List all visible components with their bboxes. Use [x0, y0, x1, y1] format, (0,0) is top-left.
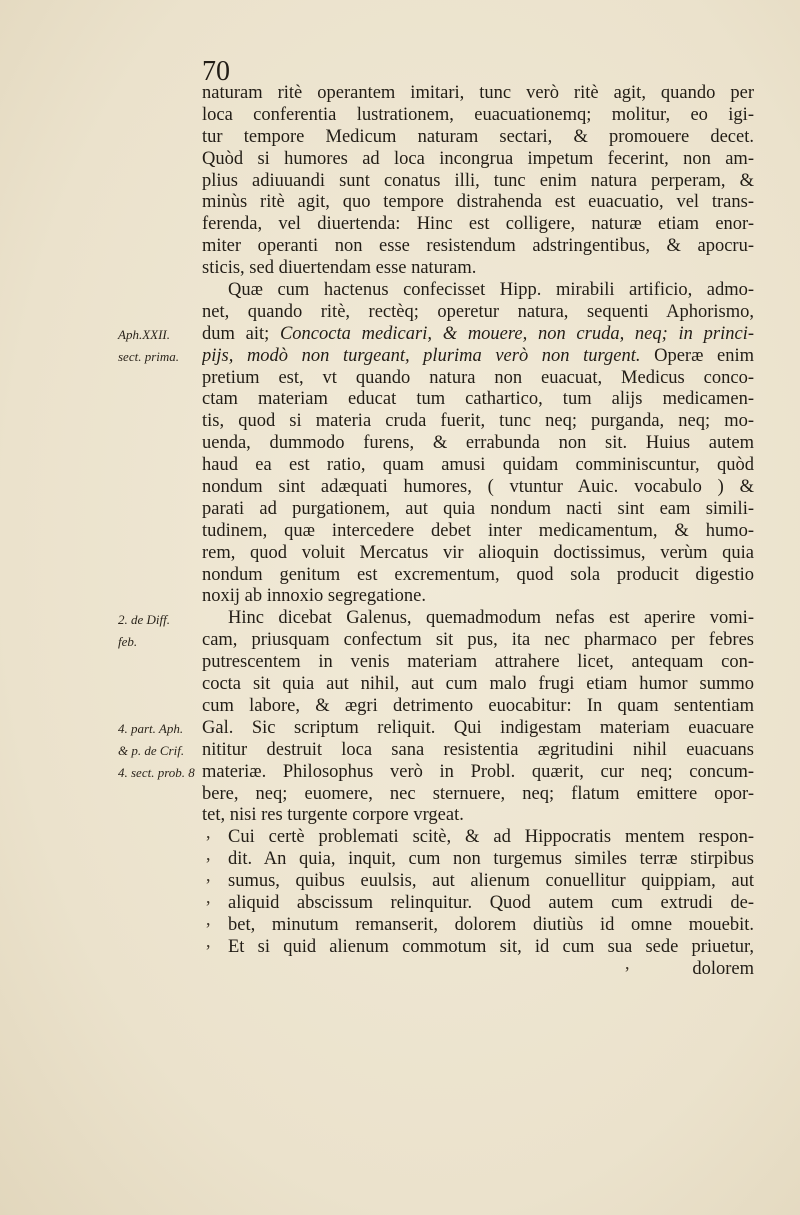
line-text: Gal. Sic scriptum reliquit. Qui indigestam materiam euacuare	[202, 717, 754, 738]
quote-mark: ,	[625, 953, 630, 973]
text-line	[202, 871, 754, 893]
text-line	[202, 127, 754, 149]
text-line	[202, 849, 754, 871]
line-text: haud ea est ratio, quam amusi quidam comminiscuntur, quòd	[202, 455, 754, 476]
text-line	[202, 762, 754, 784]
text-line	[202, 214, 754, 236]
line-text: aliquid abscissum relinquitur. Quod autem cum extrudi de-	[228, 892, 754, 913]
line-text: sticis, sed diuertendam esse naturam.	[202, 258, 477, 279]
line-text: Quòd si humores ad loca incongrua impetum fecerint, non am-	[202, 148, 754, 169]
line-text: noxij ab innoxio segregatione.	[202, 586, 427, 607]
line-text: nititur destruit loca sana resistentia ægritudini nihil euacuans	[202, 739, 754, 760]
text-line	[202, 455, 754, 477]
text-line	[202, 411, 754, 433]
text-line	[202, 893, 754, 915]
line-text: tudinem, quæ intercedere debet inter medicamentum, & humo-	[202, 520, 754, 541]
quote-mark: ,	[206, 887, 211, 908]
text-line	[202, 192, 754, 214]
page-number: 70	[202, 56, 230, 87]
margin-note: 4. sect. prob. 8	[118, 764, 195, 780]
text-line	[202, 236, 754, 258]
text-line	[202, 83, 754, 105]
margin-note: Aph.XXII.	[118, 326, 170, 342]
line-text: bere, neq; euomere, nec sternuere, neq; flatum emittere opor-	[202, 783, 754, 804]
text-line	[202, 937, 754, 959]
quote-mark: ,	[206, 843, 211, 864]
text-line	[202, 171, 754, 193]
line-text: ctam materiam educat tum cathartico, tum alijs medicamen-	[202, 389, 754, 410]
line-text: materiæ. Philosophus verò in Probl. quærit, cur neq; concum-	[202, 761, 754, 782]
line-text: tis, quod si materia cruda fuerit, tunc neq; purganda, neq; mo-	[202, 411, 754, 432]
quote-mark: ,	[206, 821, 211, 842]
quote-mark: ,	[206, 909, 211, 930]
line-text: plius adiuuandi sunt conatus illi, tunc enim natura perperam, &	[202, 170, 754, 191]
text-line	[202, 543, 754, 565]
line-text: Cui certè problemati scitè, & ad Hippocratis mentem respon-	[228, 827, 754, 848]
text-line	[202, 433, 754, 455]
line-text: tet, nisi res turgente corpore vrgeat.	[202, 805, 464, 826]
line-text: uenda, dummodo furens, & errabunda non sit. Huius autem	[202, 433, 754, 454]
text-line	[202, 608, 754, 630]
italic-quote: Concocta medicari, & mouere, non cruda, neq; in princi-	[279, 323, 754, 344]
line-text: Operæ enim	[640, 345, 754, 366]
line-text: sumus, quibus euulsis, aut alienum conuellitur quippiam, aut	[228, 871, 754, 892]
line-text: Quæ cum hactenus confecisset Hipp. mirabili artificio, admo-	[228, 280, 754, 301]
line-text: Hinc dicebat Galenus, quemadmodum nefas est aperire vomi-	[228, 608, 754, 629]
text-line	[202, 280, 754, 302]
text-line	[202, 718, 754, 740]
text-line	[202, 499, 754, 521]
text-line	[202, 149, 754, 171]
line-text: dolorem	[692, 958, 754, 979]
line-text: dit. An quia, inquit, cum non turgemus similes terræ stirpibus	[228, 849, 754, 870]
line-text: cam, priusquam confectum sit pus, ita nec pharmaco per febres	[202, 630, 754, 651]
text-line	[202, 959, 754, 981]
text-line	[202, 674, 754, 696]
line-text: minùs ritè agit, quo tempore distrahenda est euacuatio, vel trans-	[202, 192, 754, 213]
line-text: loca conferentia lustrationem, euacuationemq; molitur, eo igi-	[202, 104, 754, 125]
line-text: nondum genitum est excrementum, quod sola producit digestio	[202, 564, 754, 585]
text-line	[202, 302, 754, 324]
body-text	[202, 83, 754, 981]
text-line	[202, 105, 754, 127]
text-line	[202, 805, 754, 827]
text-line	[202, 477, 754, 499]
line-text: rem, quod voluit Mercatus vir alioquin doctissimus, verùm quia	[202, 542, 754, 563]
margin-note: sect. prima.	[118, 348, 180, 364]
line-text: cum labore, & ægri detrimento euocabitur: In quam sententiam	[202, 695, 754, 716]
text-line	[202, 915, 754, 937]
margin-note: 4. part. Aph.	[118, 721, 184, 737]
text-line	[202, 258, 754, 280]
margin-note: & p. de Crif.	[118, 743, 185, 758]
text-line	[202, 784, 754, 806]
text-line	[202, 652, 754, 674]
line-text: net, quando ritè, rectèq; operetur natura, sequenti Aphorismo,	[202, 301, 754, 322]
margin-note: feb.	[118, 633, 138, 649]
line-text: Et si quid alienum commotum sit, id cum sua sede priuetur,	[228, 936, 754, 957]
text-line	[202, 521, 754, 543]
line-text: miter operanti non esse resistendum adstringentibus, & apocru-	[202, 236, 754, 257]
text-line	[202, 368, 754, 390]
line-text: naturam ritè operantem imitari, tunc verò ritè agit, quando per	[202, 83, 754, 103]
text-line	[202, 389, 754, 411]
line-text: cocta sit quia aut nihil, aut cum malo frugi etiam humor summo	[202, 674, 754, 695]
text-line	[202, 565, 754, 587]
text-line	[202, 740, 754, 762]
margin-note: 2. de Diff.	[118, 611, 170, 627]
quote-mark: ,	[206, 865, 211, 886]
line-text: pretium est, vt quando natura non euacuat, Medicus conco-	[202, 367, 754, 388]
quote-mark: ,	[206, 931, 211, 952]
line-text: parati ad purgationem, aut quia nondum nacti sint eam simili-	[202, 498, 754, 519]
line-text: putrescentem in venis materiam attrahere licet, antequam con-	[202, 652, 754, 673]
text-line	[202, 346, 754, 368]
text-line	[202, 324, 754, 346]
line-text: tur tempore Medicum naturam sectari, & promouere decet.	[202, 126, 754, 147]
italic-quote: pijs, modò non turgeant, plurima verò non turgent.	[202, 345, 641, 366]
text-line	[202, 696, 754, 718]
line-text: nondum sint adæquati humores, ( vtuntur Auic. vocabulo ) &	[202, 477, 754, 498]
text-line	[202, 630, 754, 652]
text-line	[202, 827, 754, 849]
text-line	[202, 586, 754, 608]
line-text: ferenda, vel diuertenda: Hinc est colligere, naturæ etiam enor-	[202, 214, 754, 235]
line-text: bet, minutum remanserit, dolorem diutiùs id omne mouebit.	[228, 914, 754, 935]
line-text: dum ait;	[202, 323, 280, 344]
